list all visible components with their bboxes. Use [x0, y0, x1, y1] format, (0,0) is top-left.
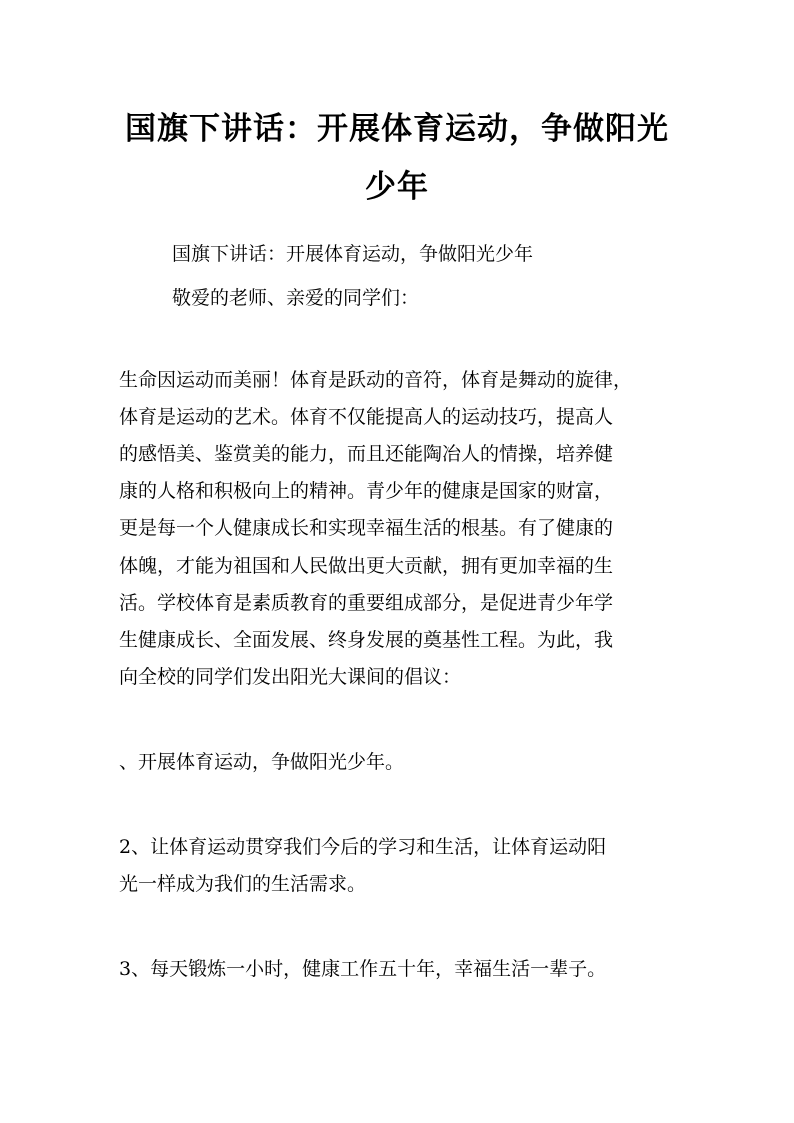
- paragraph-line: 更是每一个人健康成长和实现幸福生活的根基。有了健康的: [119, 517, 614, 539]
- paragraph-line: 生健康成长、全面发展、终身发展的奠基性工程。为此，我: [119, 629, 614, 651]
- paragraph-line: 康的人格和积极向上的精神。青少年的健康是国家的财富，: [119, 480, 614, 502]
- document-title: 国旗下讲话：开展体育运动，争做阳光少年: [125, 111, 669, 205]
- greeting-line: 敬爱的老师、亲爱的同学们：: [172, 287, 420, 309]
- list-item-3: 3、每天锻炼一小时，健康工作五十年，幸福生活一辈子。: [119, 958, 607, 980]
- subtitle-line: 国旗下讲话：开展体育运动，争做阳光少年: [172, 243, 534, 265]
- list-item-2-line: 2、让体育运动贯穿我们今后的学习和生活，让体育运动阳: [119, 836, 607, 858]
- paragraph-line: 体魄，才能为祖国和人民做出更大贡献，拥有更加幸福的生: [119, 555, 614, 577]
- paragraph-line: 的感悟美、鉴赏美的能力，而且还能陶冶人的情操，培养健: [119, 443, 614, 465]
- list-item-2-line: 光一样成为我们的生活需求。: [119, 873, 367, 895]
- paragraph-line: 生命因运动而美丽！体育是跃动的音符，体育是舞动的旋律，: [119, 369, 633, 391]
- paragraph-line: 活。学校体育是素质教育的重要组成部分，是促进青少年学: [119, 592, 614, 614]
- paragraph-line: 向全校的同学们发出阳光大课间的倡议：: [119, 666, 462, 688]
- list-item-1: 、开展体育运动，争做阳光少年。: [119, 751, 405, 773]
- paragraph-line: 体育是运动的艺术。体育不仅能提高人的运动技巧，提高人: [119, 406, 614, 428]
